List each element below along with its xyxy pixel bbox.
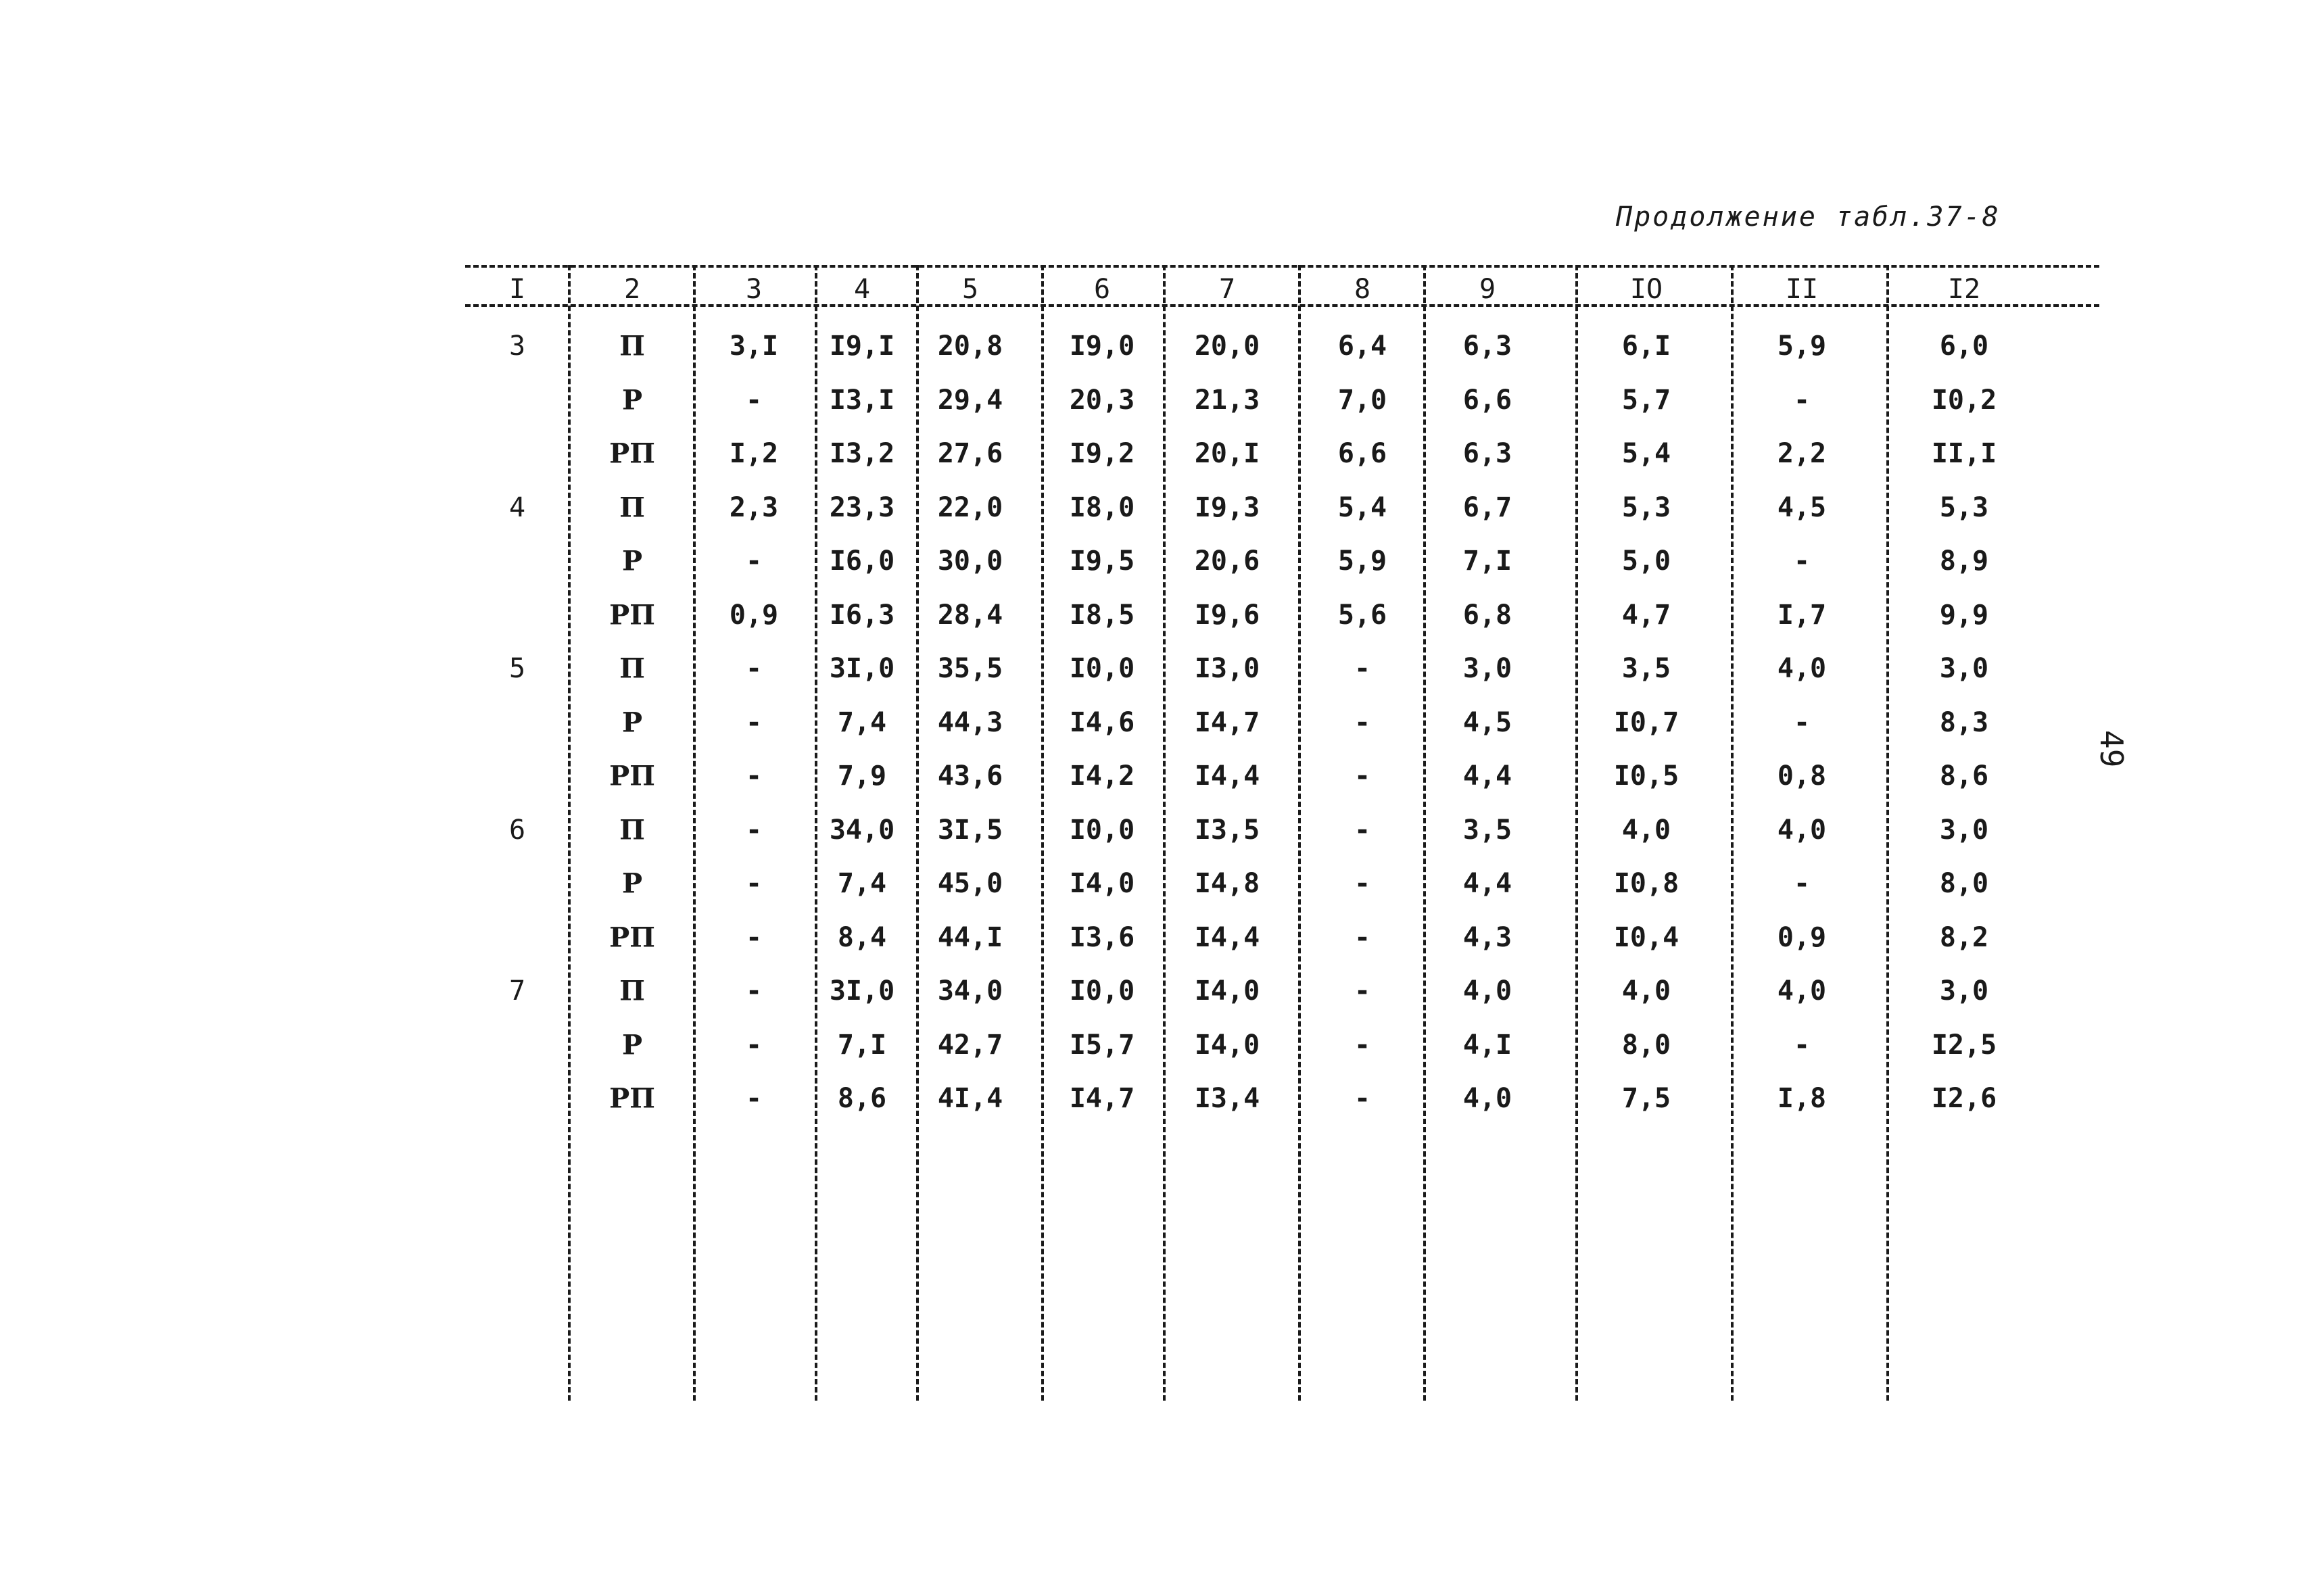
row-type-cell: РП [609,921,655,953]
table-cell: 0,9 [1777,921,1827,953]
table-cell: I5,7 [1069,1029,1135,1061]
table-cell: - [745,975,763,1007]
row-type-cell: РП [609,599,655,631]
table-cell: 3,5 [1621,653,1671,684]
table-cell: 30,0 [937,546,1003,577]
table-cell: 5,3 [1621,491,1671,523]
table-cell: - [745,760,763,792]
table-cell: - [745,706,763,738]
table-cell: 20,0 [1194,331,1260,362]
table-cell: 28,4 [937,599,1003,631]
table-cell: 29,4 [937,384,1003,416]
table-cell: 4I,4 [937,1083,1003,1114]
row-type-cell: П [619,814,645,846]
section-number-cell: 7 [508,975,526,1007]
table-cell: I0,4 [1613,921,1679,953]
table-cell: I,7 [1777,599,1827,631]
table-cell: - [1354,921,1371,953]
table-cell: - [745,1083,763,1114]
table-cell: I9,5 [1069,546,1135,577]
table-cell: 22,0 [937,491,1003,523]
table-cell: 3,0 [1939,814,1989,846]
table-cell: 3,5 [1462,814,1512,846]
table-cell: 4,0 [1777,814,1827,846]
column-header: 4 [853,274,871,305]
table-cell: 6,7 [1462,491,1512,523]
table-cell: I4,4 [1194,760,1260,792]
table-cell: - [1354,975,1371,1007]
table-cell: 4,0 [1777,975,1827,1007]
table-cell: I3,5 [1194,814,1260,846]
table-cell: - [1354,1083,1371,1114]
column-separator [1731,265,1734,1401]
table-cell: - [1793,868,1811,899]
table-cell: I0,8 [1613,868,1679,899]
table-cell: 3,0 [1939,975,1989,1007]
table-cell: 7,5 [1621,1083,1671,1114]
column-header: 8 [1354,274,1371,305]
table-cell: 6,8 [1462,599,1512,631]
table-cell: I4,4 [1194,921,1260,953]
column-header: II [1785,274,1819,305]
table-cell: 34,0 [829,814,895,846]
table-cell: I0,0 [1069,814,1135,846]
table-cell: I3,6 [1069,921,1135,953]
table-cell: 8,4 [837,921,887,953]
table-cell: II,I [1931,438,1997,469]
table-cell: 5,6 [1337,599,1387,631]
column-header: 3 [745,274,763,305]
table-cell: 42,7 [937,1029,1003,1061]
column-separator [693,265,696,1401]
table-cell: 44,3 [937,706,1003,738]
table-cell: 44,I [937,921,1003,953]
row-type-cell: РП [609,1082,655,1115]
table-cell: 4,0 [1462,1083,1512,1114]
table-cell: 3I,0 [829,653,895,684]
table-cell: 3,0 [1939,653,1989,684]
table-cell: 5,9 [1777,331,1827,362]
table-cell: 3I,5 [937,814,1003,846]
column-separator [1575,265,1578,1401]
column-header: 9 [1479,274,1496,305]
table-cell: I4,0 [1194,975,1260,1007]
table-cell: I8,5 [1069,599,1135,631]
table-cell: - [745,384,763,416]
table-cell: 6,6 [1462,384,1512,416]
column-separator [815,265,817,1401]
table-cell: 43,6 [937,760,1003,792]
column-header: 2 [623,274,641,305]
table-cell: 2,2 [1777,438,1827,469]
row-type-cell: П [619,330,645,362]
row-type-cell: Р [621,384,643,416]
table-cell: 7,9 [837,760,887,792]
table-cell: 7,I [1462,546,1512,577]
table-cell: 5,7 [1621,384,1671,416]
table-cell: I0,0 [1069,653,1135,684]
table-cell: 45,0 [937,868,1003,899]
table-cell: - [1354,653,1371,684]
table-cell: 5,4 [1621,438,1671,469]
table-cell: 27,6 [937,438,1003,469]
table-cell: 34,0 [937,975,1003,1007]
table-cell: 6,0 [1939,331,1989,362]
table-cell: 7,0 [1337,384,1387,416]
table-cell: - [745,546,763,577]
table-cell: I4,7 [1069,1083,1135,1114]
table-cell: 4,0 [1462,975,1512,1007]
table-cell: I,2 [729,438,779,469]
table-cell: 8,0 [1939,868,1989,899]
table-cell: 8,2 [1939,921,1989,953]
row-type-cell: П [619,975,645,1007]
table-cell: 5,3 [1939,491,1989,523]
table-cell: 6,4 [1337,331,1387,362]
table-cell: 4,5 [1462,706,1512,738]
table-cell: 8,0 [1621,1029,1671,1061]
column-separator [916,265,919,1401]
table-cell: 6,3 [1462,331,1512,362]
section-number-cell: 3 [508,331,526,362]
table-cell: I4,8 [1194,868,1260,899]
row-type-cell: П [619,491,645,523]
column-separator [1041,265,1044,1401]
table-cell: - [1793,1029,1811,1061]
table-cell: - [1354,760,1371,792]
table-cell: 3,I [729,331,779,362]
table-cell: - [745,868,763,899]
table-cell: 7,I [837,1029,887,1061]
table-cell: I4,2 [1069,760,1135,792]
table-cell: 6,3 [1462,438,1512,469]
table-cell: 4,4 [1462,868,1512,899]
table-cell: 6,6 [1337,438,1387,469]
table-cell: 20,6 [1194,546,1260,577]
table-cell: I,8 [1777,1083,1827,1114]
column-header: 6 [1093,274,1111,305]
header-bottom-rule [465,304,2099,307]
table-cell: 3I,0 [829,975,895,1007]
table-cell: I3,4 [1194,1083,1260,1114]
row-type-cell: РП [609,437,655,470]
table-cell: - [1354,814,1371,846]
column-header: 5 [961,274,979,305]
column-header: I [508,274,526,305]
row-type-cell: П [619,652,645,685]
table-cell: 20,I [1194,438,1260,469]
row-type-cell: Р [621,1029,643,1061]
table-cell: I4,0 [1069,868,1135,899]
table-cell: - [745,1029,763,1061]
table-cell: I9,0 [1069,331,1135,362]
table-cell: - [1354,1029,1371,1061]
table-cell: I0,7 [1613,706,1679,738]
table-cell: 2,3 [729,491,779,523]
table-cell: 4,5 [1777,491,1827,523]
table-cell: 21,3 [1194,384,1260,416]
row-type-cell: РП [609,760,655,792]
table-cell: - [1354,706,1371,738]
table-cell: - [745,921,763,953]
table-cell: 4,4 [1462,760,1512,792]
table-cell: I3,I [829,384,895,416]
table-cell: I3,2 [829,438,895,469]
table-cell: I9,3 [1194,491,1260,523]
column-separator [1298,265,1301,1401]
table-cell: 20,3 [1069,384,1135,416]
table-cell: 5,9 [1337,546,1387,577]
table-cell: I9,I [829,331,895,362]
column-separator [568,265,571,1401]
section-number-cell: 5 [508,653,526,684]
table-cell: - [1793,384,1811,416]
table-cell: I6,3 [829,599,895,631]
table-cell: 4,0 [1777,653,1827,684]
table-cell: I8,0 [1069,491,1135,523]
table-cell: 8,6 [1939,760,1989,792]
table-cell: 8,3 [1939,706,1989,738]
table-cell: I0,5 [1613,760,1679,792]
table-cell: - [745,814,763,846]
table-cell: 4,7 [1621,599,1671,631]
table-cell: - [1793,706,1811,738]
table-cell: I4,7 [1194,706,1260,738]
column-separator [1423,265,1426,1401]
row-type-cell: Р [621,545,643,577]
table-cell: I2,5 [1931,1029,1997,1061]
column-separator [1886,265,1889,1401]
table-cell: I0,2 [1931,384,1997,416]
table-cell: 4,0 [1621,975,1671,1007]
table-cell: I2,6 [1931,1083,1997,1114]
column-separator [1163,265,1166,1401]
table-cell: - [1793,546,1811,577]
table-cell: 4,0 [1621,814,1671,846]
row-type-cell: Р [621,706,643,738]
table-cell: 23,3 [829,491,895,523]
table-cell: 4,I [1462,1029,1512,1061]
table-cell: 35,5 [937,653,1003,684]
table-cell: 20,8 [937,331,1003,362]
table-cell: 7,4 [837,706,887,738]
table-cell: 6,I [1621,331,1671,362]
table-cell: - [745,653,763,684]
table-cell: 8,9 [1939,546,1989,577]
table-cell: I9,6 [1194,599,1260,631]
table-cell: 8,6 [837,1083,887,1114]
section-number-cell: 6 [508,814,526,846]
table-cell: 5,0 [1621,546,1671,577]
table-cell: 7,4 [837,868,887,899]
table-cell: 4,3 [1462,921,1512,953]
table-cell: I9,2 [1069,438,1135,469]
table-cell: I6,0 [829,546,895,577]
table-cell: 0,8 [1777,760,1827,792]
table-cell: I4,6 [1069,706,1135,738]
table-cell: 9,9 [1939,599,1989,631]
section-number-cell: 4 [508,491,526,523]
column-header: IO [1629,274,1663,305]
table-top-rule [465,265,2099,268]
table-cell: - [1354,868,1371,899]
column-header: I2 [1947,274,1981,305]
table-cell: 5,4 [1337,491,1387,523]
row-type-cell: Р [621,867,643,900]
page-number: 49 [2093,730,2130,768]
table-cell: 0,9 [729,599,779,631]
table-cell: I3,0 [1194,653,1260,684]
table-cell: 3,0 [1462,653,1512,684]
column-header: 7 [1218,274,1236,305]
table-cell: I0,0 [1069,975,1135,1007]
table-cell: I4,0 [1194,1029,1260,1061]
table-caption: Продолжение табл.37-8 [1616,201,2001,233]
